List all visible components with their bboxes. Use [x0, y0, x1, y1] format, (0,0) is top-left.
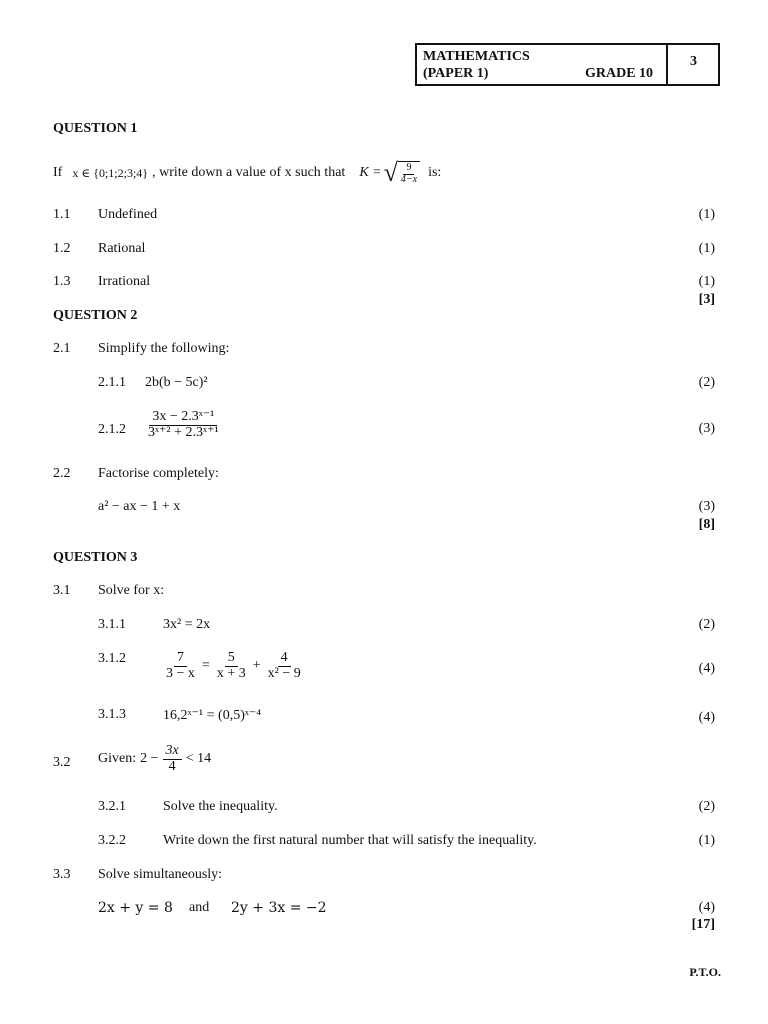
q2-2-text: Factorise completely: [98, 466, 219, 481]
q3-2-frac-num: 3x [163, 744, 182, 760]
page-number: 3 [690, 54, 697, 69]
q3-2-1-num: 3.2.1 [98, 799, 126, 814]
q3-1-1-marks: (2) [698, 617, 715, 632]
q3-3-and: and [189, 900, 210, 915]
q2-1-num: 2.1 [53, 341, 71, 356]
q2-1-1-expr: 2b(b − 5c)² [145, 375, 208, 390]
q2-total: [8] [698, 517, 715, 532]
radical-icon: √ [383, 158, 398, 187]
q3-2-1-text: Solve the inequality. [163, 799, 278, 814]
q3-3-text: Solve simultaneously: [98, 867, 223, 882]
q3-1-2-f1-den: 3 − x [166, 665, 195, 681]
q1-item-num: 1.2 [53, 241, 71, 256]
q3-1-2-f3-den: x² − 9 [267, 665, 301, 681]
question-2-title: QUESTION 2 [53, 308, 138, 323]
q3-1-text: Solve for x: [98, 583, 165, 598]
grade-label: GRADE 10 [585, 66, 654, 81]
pto-label: P.T.O. [689, 965, 721, 979]
q3-1-1-num: 3.1.1 [98, 617, 126, 632]
q3-3-marks: (4) [698, 900, 715, 915]
q2-1-1-marks: (2) [698, 375, 715, 390]
paper-label: (PAPER 1) [423, 66, 489, 81]
plus-sign: + [252, 658, 261, 674]
subject-label: MATHEMATICS [423, 49, 530, 64]
q1-item-num: 1.3 [53, 274, 71, 289]
question-1-title: QUESTION 1 [53, 121, 138, 136]
q3-1-num: 3.1 [53, 583, 71, 598]
q1-item-marks: (1) [698, 207, 715, 222]
q1-item-text: Rational [98, 241, 146, 256]
k-denominator: 4−x [400, 173, 418, 185]
question-1-intro [53, 160, 441, 186]
q3-3-eq1: 2x + y = 8 [98, 900, 173, 916]
q1-item-text: Undefined [98, 207, 158, 222]
q2-2-marks: (3) [698, 499, 715, 514]
q2-1-2-marks: (3) [698, 421, 715, 436]
q2-2-expr: a² − ax − 1 + x [98, 499, 181, 514]
question-3-title: QUESTION 3 [53, 550, 138, 565]
intro-if: If [53, 165, 63, 180]
q3-2-post: < 14 [185, 751, 212, 767]
q1-item-marks: (1) [698, 241, 715, 256]
intro-end: is: [428, 165, 442, 180]
q3-2-pre: 2 − [140, 751, 159, 767]
k-sqrt [384, 160, 420, 186]
q3-2-frac-den: 4 [168, 758, 176, 774]
set-expression: x ∈ {0;1;2;3;4} [72, 165, 149, 180]
q3-1-2-f2-num: 5 [225, 651, 238, 667]
header-divider [666, 45, 668, 84]
q3-2-2-num: 3.2.2 [98, 833, 126, 848]
q2-1-1-num: 2.1.1 [98, 375, 126, 390]
q2-1-2-numerator: 3x − 2.3ˣ⁻¹ [149, 410, 217, 426]
q3-2-2-marks: (1) [698, 833, 715, 848]
equals-sign: = [201, 658, 210, 674]
q3-2-2-text: Write down the first natural number that will satisfy the inequality. [163, 833, 537, 848]
q3-1-1-expr: 3x² = 2x [163, 617, 211, 632]
q3-3-num: 3.3 [53, 867, 71, 882]
q3-1-3-num: 3.1.3 [98, 707, 126, 722]
k-lhs: K = [359, 165, 382, 180]
q2-1-text: Simplify the following: [98, 341, 230, 356]
intro-mid: , write down a value of x such that [152, 165, 346, 180]
q3-1-2-f3-num: 4 [278, 651, 291, 667]
q3-2-given-label: Given: [98, 751, 137, 767]
q1-item-marks: (1) [698, 274, 715, 289]
q3-1-2-marks: (4) [698, 661, 715, 676]
q3-total: [17] [691, 917, 715, 932]
q3-2-given [98, 744, 211, 774]
q3-2-1-marks: (2) [698, 799, 715, 814]
header-box [415, 43, 720, 86]
q2-1-2-num: 2.1.2 [98, 422, 126, 437]
q3-2-num: 3.2 [53, 755, 71, 770]
q1-item-text: Irrational [98, 274, 151, 289]
q1-item-num: 1.1 [53, 207, 71, 222]
q3-3-eq2: 2y + 3x = −2 [231, 900, 327, 916]
k-numerator: 9 [403, 163, 414, 175]
q3-1-2-f1-num: 7 [174, 651, 187, 667]
q2-1-2-denominator: 3ˣ⁺² + 2.3ˣ⁺¹ [148, 424, 219, 440]
q3-1-2-f2-den: x + 3 [216, 665, 246, 681]
q3-1-2-equation [163, 651, 304, 681]
q1-total: [3] [698, 292, 715, 307]
q3-1-3-marks: (4) [698, 710, 715, 725]
q2-1-2-fraction [145, 410, 222, 440]
q2-2-num: 2.2 [53, 466, 71, 481]
q3-1-3-expr: 16,2ˣ⁻¹ = (0,5)ˣ⁻⁴ [163, 708, 262, 723]
q3-1-2-num: 3.1.2 [98, 651, 126, 666]
